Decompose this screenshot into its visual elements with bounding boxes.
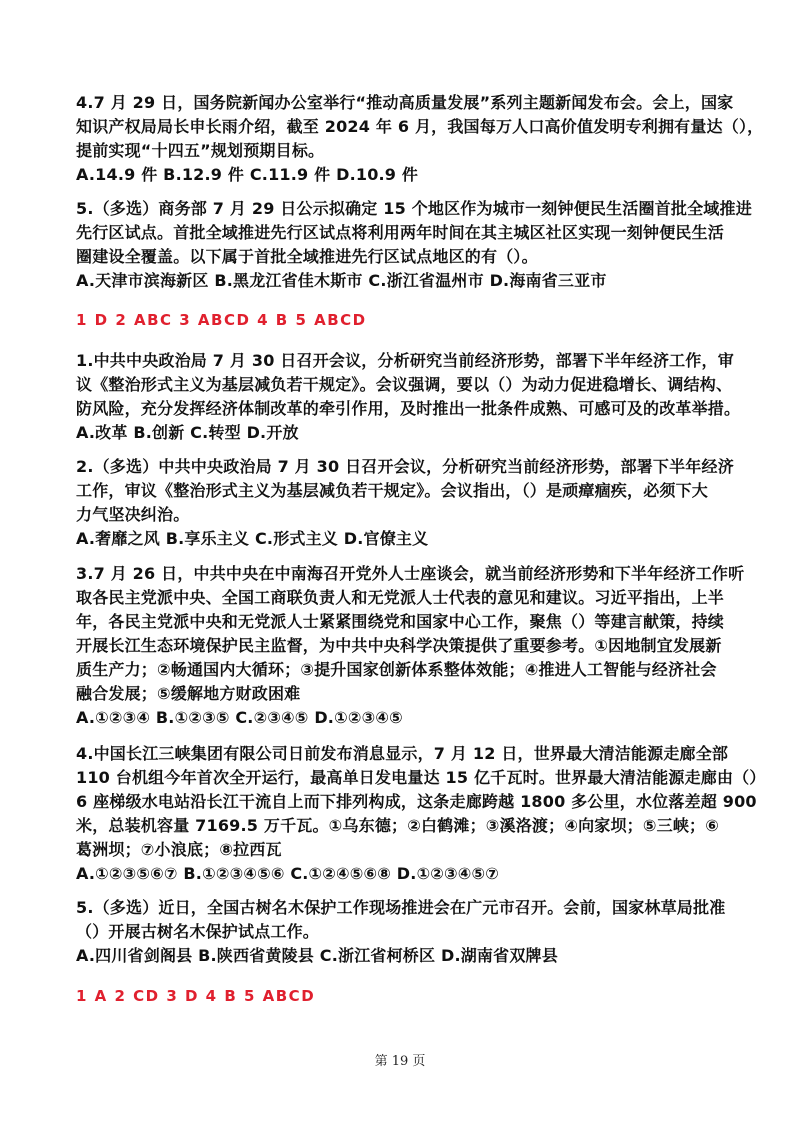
- s2-q3-line-6: 融合发展；⑤缓解地方财政困难: [76, 684, 301, 703]
- s2-q3-line-4: 开展长江生态环境保护民主监督，为中共中央科学决策提供了重要参考。①因地制宜发展新: [76, 636, 722, 655]
- s2-answer-key: 1 A 2 CD 3 D 4 B 5 ABCD: [76, 987, 316, 1005]
- s2-q4-options: A.①②③⑤⑥⑦ B.①②③④⑤⑥ C.①②④⑤⑥⑧ D.①②③④⑤⑦: [76, 864, 500, 883]
- s2-q4-line-2: 110 台机组今年首次全开运行，最高单日发电量达 15 亿千瓦时。世界最大清洁能源走廊由（）: [76, 768, 766, 787]
- page-number: 第 19 页: [374, 1054, 426, 1069]
- s2-q3-line-2: 取各民主党派中央、全国工商联负责人和无党派人士代表的意见和建议。习近平指出，上半: [76, 588, 725, 607]
- s2-q3-line-1: 3.7 月 26 日，中共中央在中南海召开党外人士座谈会，就当前经济形势和下半年经济工作听: [76, 564, 745, 583]
- s2-q4-line-3: 6 座梯级水电站沿长江干流自上而下排列构成，这条走廊跨越 1800 多公里，水位落差超 900: [76, 792, 757, 811]
- s2-q1-line-1: 1.中共中央政治局 7 月 30 日召开会议，分析研究当前经济形势，部署下半年经济工作，审: [76, 351, 734, 370]
- s1-q5-line-2: 先行区试点。首批全域推进先行区试点将利用两年时间在其主城区社区实现一刻钟便民生活: [76, 223, 725, 242]
- s1-q4-line-2: 知识产权局局长申长雨介绍，截至 2024 年 6 月，我国每万人口高价值发明专利拥有量达（），: [76, 117, 764, 136]
- s1-q4-line-1: 4.7 月 29 日，国务院新闻办公室举行“推动高质量发展”系列主题新闻发布会。会上，国家: [76, 93, 734, 112]
- s2-q4-line-1: 4.中国长江三峡集团有限公司日前发布消息显示，7 月 12 日，世界最大清洁能源走廊全部: [76, 744, 729, 763]
- s2-q2-line-3: 力气坚决纠治。: [76, 505, 190, 524]
- s2-q5-line-2: （）开展古树名木保护试点工作。: [76, 922, 320, 941]
- s1-q4-options: A.14.9 件 B.12.9 件 C.11.9 件 D.10.9 件: [76, 165, 419, 184]
- s1-q5-line-3: 圈建设全覆盖。以下属于首批全域推进先行区试点地区的有（）。: [76, 247, 538, 266]
- s1-q5-options: A.天津市滨海新区 B.黑龙江省佳木斯市 C.浙江省温州市 D.海南省三亚市: [76, 271, 607, 290]
- s2-q1-options: A.改革 B.创新 C.转型 D.开放: [76, 423, 299, 442]
- s1-q5-line-1: 5.（多选）商务部 7 月 29 日公示拟确定 15 个地区作为城市一刻钟便民生活圈首批全域推进: [76, 199, 752, 218]
- s2-q3-line-5: 质生产力；②畅通国内大循环；③提升国家创新体系整体效能；④推进人工智能与经济社会: [76, 660, 717, 679]
- s2-q3-line-3: 年，各民主党派中央和无党派人士紧紧围绕党和国家中心工作，聚焦（）等建言献策，持续: [76, 612, 725, 631]
- s2-q5-options: A.四川省剑阁县 B.陕西省黄陵县 C.浙江省柯桥区 D.湖南省双牌县: [76, 946, 558, 965]
- s2-q2-options: A.奢靡之风 B.享乐主义 C.形式主义 D.官僚主义: [76, 529, 429, 548]
- s1-answer-key: 1 D 2 ABC 3 ABCD 4 B 5 ABCD: [76, 311, 367, 329]
- s2-q5-line-1: 5.（多选）近日，全国古树名木保护工作现场推进会在广元市召开。会前，国家林草局批准: [76, 898, 726, 917]
- s2-q4-line-5: 葛洲坝；⑦小浪底；⑧拉西瓦: [76, 840, 282, 859]
- s1-q4-line-3: 提前实现“十四五”规划预期目标。: [76, 141, 325, 160]
- s2-q2-line-1: 2.（多选）中共中央政治局 7 月 30 日召开会议，分析研究当前经济形势，部署下半年经济: [76, 457, 734, 476]
- s2-q3-options: A.①②③④ B.①②③⑤ C.②③④⑤ D.①②③④⑤: [76, 708, 403, 727]
- s2-q2-line-2: 工作，审议《整治形式主义为基层减负若干规定》。会议指出，（）是顽瘴痼疾，必须下大: [76, 481, 709, 500]
- s2-q4-line-4: 米，总装机容量 7169.5 万千瓦。①乌东德；②白鹤滩；③溪洛渡；④向家坝；⑤三峡；⑥: [76, 816, 719, 835]
- s2-q1-line-3: 防风险，充分发挥经济体制改革的牵引作用，及时推出一批条件成熟、可感可及的改革举措。: [76, 399, 741, 418]
- s2-q1-line-2: 议《整治形式主义为基层减负若干规定》。会议强调，要以（）为动力促进稳增长、调结构、: [76, 375, 733, 394]
